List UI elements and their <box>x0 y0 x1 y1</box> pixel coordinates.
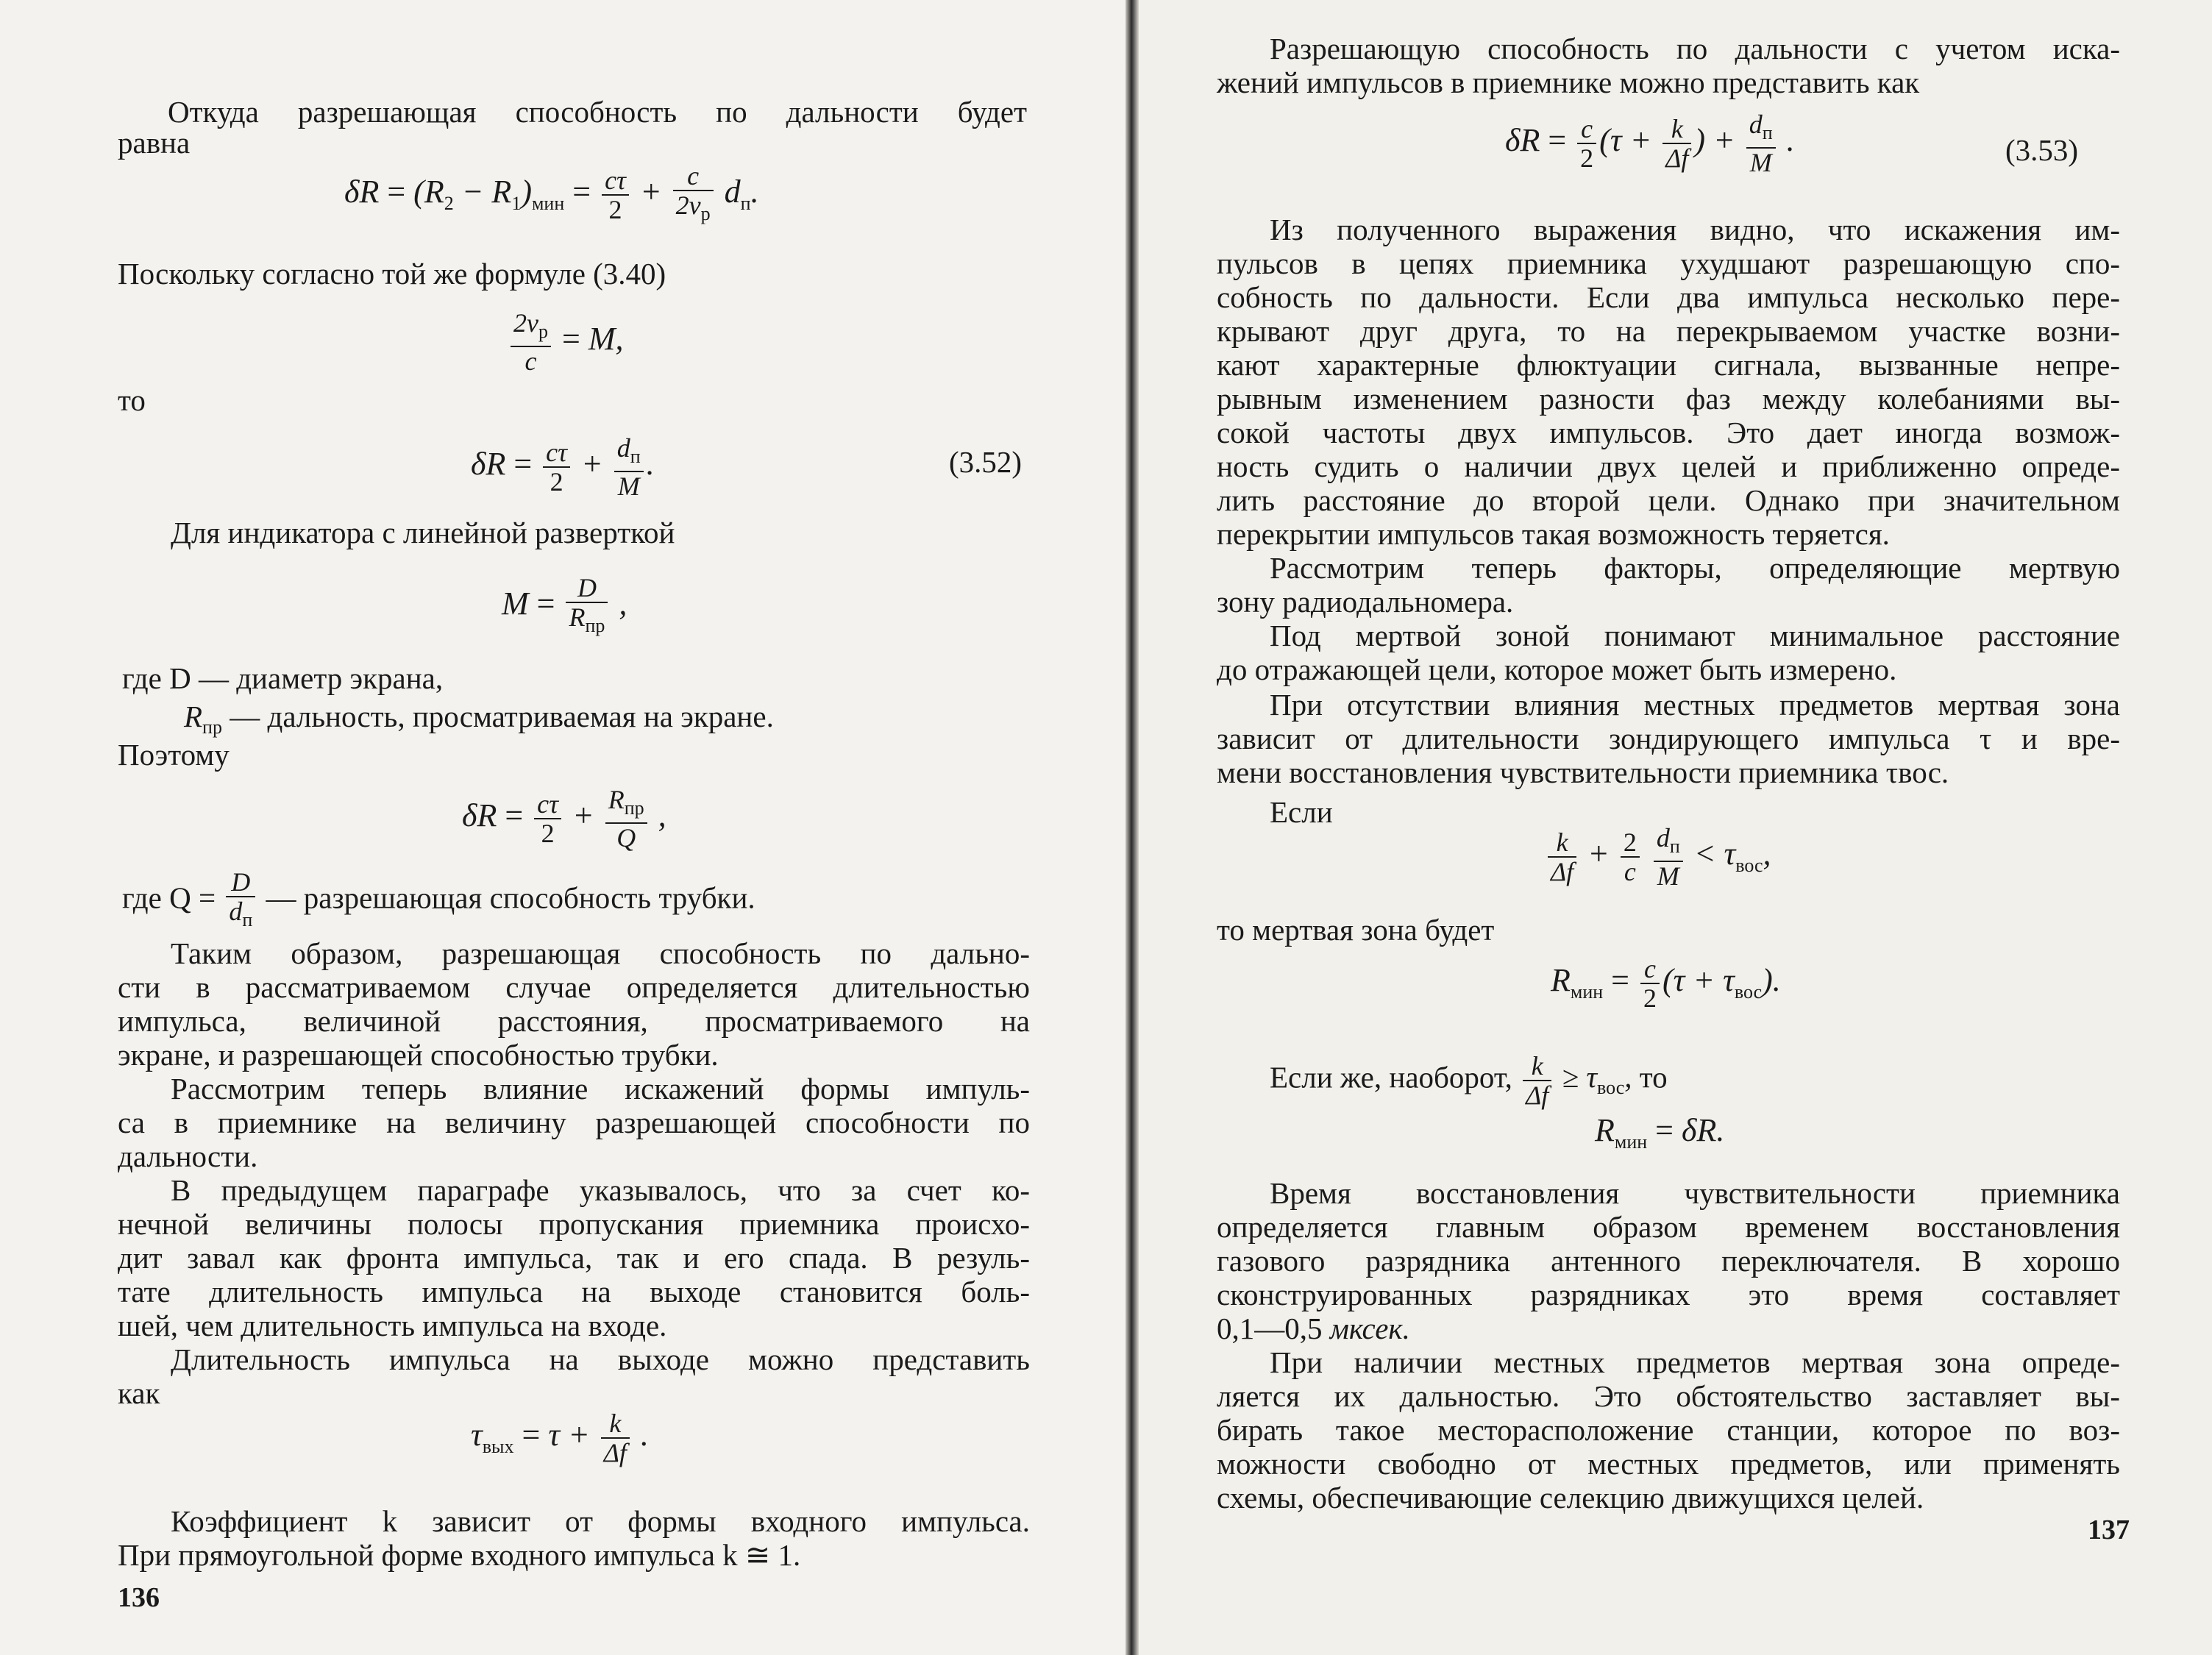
text-line: Если <box>1270 795 1333 829</box>
text-fragment: — разрешающая способность трубки. <box>266 880 755 915</box>
equation: δR = $\frac{c\tau}{2}$ + $\frac{R_{пр}}{Q}$ , <box>462 785 666 853</box>
subscript: пр <box>202 716 222 738</box>
equation: δR = $\frac{c}{2}$ (τ + $\frac{k}{\Delta f}$ ) + $\frac{d_п}{M}$ . <box>1505 110 1795 178</box>
text-line: сокой частоты двух импульсов. Это дает иногда возмож- <box>1217 416 2120 449</box>
text-line: При отсутствии влияния местных предметов мертвая зона <box>1270 688 2120 722</box>
equation: M = $\frac{D}{R_{пр}}$ , <box>502 573 627 637</box>
text-fragment: где Q = <box>122 880 216 915</box>
text-line: Поэтому <box>118 738 230 772</box>
text-line: ляется их дальностью. Это обстоятельство заставляет вы- <box>1217 1379 2120 1413</box>
text-line: импульса, величиной расстояния, просматриваемого на <box>118 1004 1030 1038</box>
text-line: са в приемнике на величину разрешающей способности по <box>118 1106 1030 1139</box>
page-number: 137 <box>2088 1515 2130 1545</box>
text-line: Рассмотрим теперь влияние искажений формы импуль- <box>171 1072 1030 1106</box>
text-line: кают характерные флюктуации сигнала, вызванные непре- <box>1217 348 2120 382</box>
text-line: где D — диаметр экрана, <box>122 661 444 695</box>
text-line: можности свободно от местных предметов, или применять <box>1217 1447 2120 1481</box>
text-line: определяется главным образом временем восстановления <box>1217 1210 2120 1244</box>
text-line: Длительность импульса на выходе можно представить <box>171 1342 1030 1376</box>
equation: $R_{мин}$ = $\frac{c}{2}$ $(\tau + \tau_{вос})$. <box>1551 954 1781 1013</box>
equation: $\frac{2v_р}{c}$ = M, <box>508 309 623 375</box>
text-line: где Q = $\frac{D}{d_п}$ — разрешающая способность трубки. <box>122 867 755 931</box>
text-fragment: — дальность, просматриваемая на экране. <box>230 700 774 733</box>
text-fragment: то <box>1639 1060 1668 1095</box>
text-line: лить расстояние до второй цели. Однако при значительном <box>1217 483 2120 517</box>
page-number: 136 <box>118 1582 160 1613</box>
text-line: схемы, обеспечивающие селекцию движущихся целей. <box>1217 1481 1924 1515</box>
text-line: собность по дальности. Если два импульса несколько пере- <box>1217 280 2120 314</box>
equation: $R_{мин} = \delta R$. <box>1595 1112 1725 1153</box>
text-line: Коэффициент k зависит от формы входного импульса. <box>171 1504 1030 1538</box>
text-line: крывают друг друга, то на перекрываемом участке возни- <box>1217 314 2120 348</box>
text-line: жений импульсов в приемнике можно представить как <box>1217 65 1920 99</box>
text-line: дальности. <box>118 1139 258 1173</box>
text-line: Для индикатора с линейной разверткой <box>171 516 675 549</box>
equation: $\frac{k}{\Delta f}$ + $\frac{2}{c}$ $\frac{d_п}{M}$ < $\tau_{вос}$, <box>1545 824 1771 890</box>
text-line: то <box>118 383 146 417</box>
text-line: сконструированных разрядниках это время составляет <box>1217 1278 2120 1311</box>
equation-number: (3.53) <box>2005 133 2079 167</box>
text-line: перекрытии импульсов такая возможность теряется. <box>1217 517 1890 551</box>
equation: $\delta R = (R_2 - R_1)_{мин}$ = $\frac{c\tau}{2}$ + $\frac{c}{2v_р}$ $d_п$. <box>344 161 759 225</box>
text-line: Время восстановления чувствительности приемника <box>1270 1176 2120 1210</box>
text-line: зависит от длительности зондирующего импульса τ и вре- <box>1217 722 2120 755</box>
text-line: Рассмотрим теперь факторы, определяющие мертвую <box>1270 551 2120 585</box>
text-fragment: Если же, наоборот, <box>1270 1060 1512 1095</box>
text-line: равна <box>118 126 191 160</box>
text-line: Под мертвой зоной понимают минимальное расстояние <box>1270 619 2120 652</box>
text-line: как <box>118 1376 160 1410</box>
text-line: бирать такое месторасположение станции, которое по воз- <box>1217 1413 2120 1447</box>
text-line: дит завал как фронта импульса, так и его спада. В резуль- <box>118 1241 1030 1275</box>
text-line: шей, чем длительность импульса на входе. <box>118 1309 667 1342</box>
book-gutter <box>1125 0 1139 1655</box>
text-line: Таким образом, разрешающая способность по дально- <box>171 936 1030 970</box>
text-line: рывным изменением разности фаз между колебаниями вы- <box>1217 382 2120 416</box>
text-line: Откуда разрешающая способность по дальности будет <box>168 95 1027 129</box>
text-line <box>1217 1311 1410 1346</box>
right-page <box>1139 0 2212 1655</box>
text-line: При прямоугольной форме входного импульса k ≅ 1. <box>118 1538 801 1572</box>
text-line: до отражающей цели, которое может быть измерено. <box>1217 652 1897 686</box>
text-line: При наличии местных предметов мертвая зона опреде- <box>1270 1345 2120 1379</box>
text-line: нечной величины полосы пропускания приемника происхо- <box>118 1207 1030 1241</box>
text-line <box>184 699 774 745</box>
text-line: сти в рассматриваемом случае определяется длительностью <box>118 970 1030 1004</box>
text-line: Поскольку согласно той же формуле (3.40) <box>118 257 666 291</box>
text-line: то мертвая зона будет <box>1217 913 1495 947</box>
text-line: газового разрядника антенного переключателя. В хорошо <box>1217 1244 2120 1278</box>
equation-number: (3.52) <box>949 445 1023 479</box>
equation: $\tau_{вых} = \tau$ + $\frac{k}{\Delta f}$ . <box>471 1409 649 1467</box>
text-fragment: 0,1—0,5 <box>1217 1311 1323 1345</box>
text-line: Из полученного выражения видно, что искажения им- <box>1270 213 2120 246</box>
text-fragment: мксек. <box>1329 1311 1410 1345</box>
symbol: R <box>184 700 203 733</box>
text-line: мени восстановления чувствительности приемника τвос. <box>1217 755 1949 789</box>
equation: δR = $\frac{c\tau}{2}$ + $\frac{d_п}{M}$ . <box>471 433 655 502</box>
text-line: тате длительность импульса на выходе становится боль- <box>118 1275 1030 1309</box>
text-line: пульсов в цепях приемника ухудшают разрешающую спо- <box>1217 246 2120 280</box>
text-line: Если же, наоборот, $\frac{k}{\Delta f}$ ≥ $\tau_{вос}$, то <box>1270 1051 1668 1110</box>
text-line: экране, и разрешающей способностью трубки. <box>118 1038 719 1072</box>
text-line: В предыдущем параграфе указывалось, что за счет ко- <box>171 1173 1030 1207</box>
text-line: Разрешающую способность по дальности с учетом иска- <box>1270 32 2120 65</box>
text-line: зону радиодальномера. <box>1217 585 1514 619</box>
text-line: ность судить о наличии двух целей и приближенно опреде- <box>1217 449 2120 483</box>
